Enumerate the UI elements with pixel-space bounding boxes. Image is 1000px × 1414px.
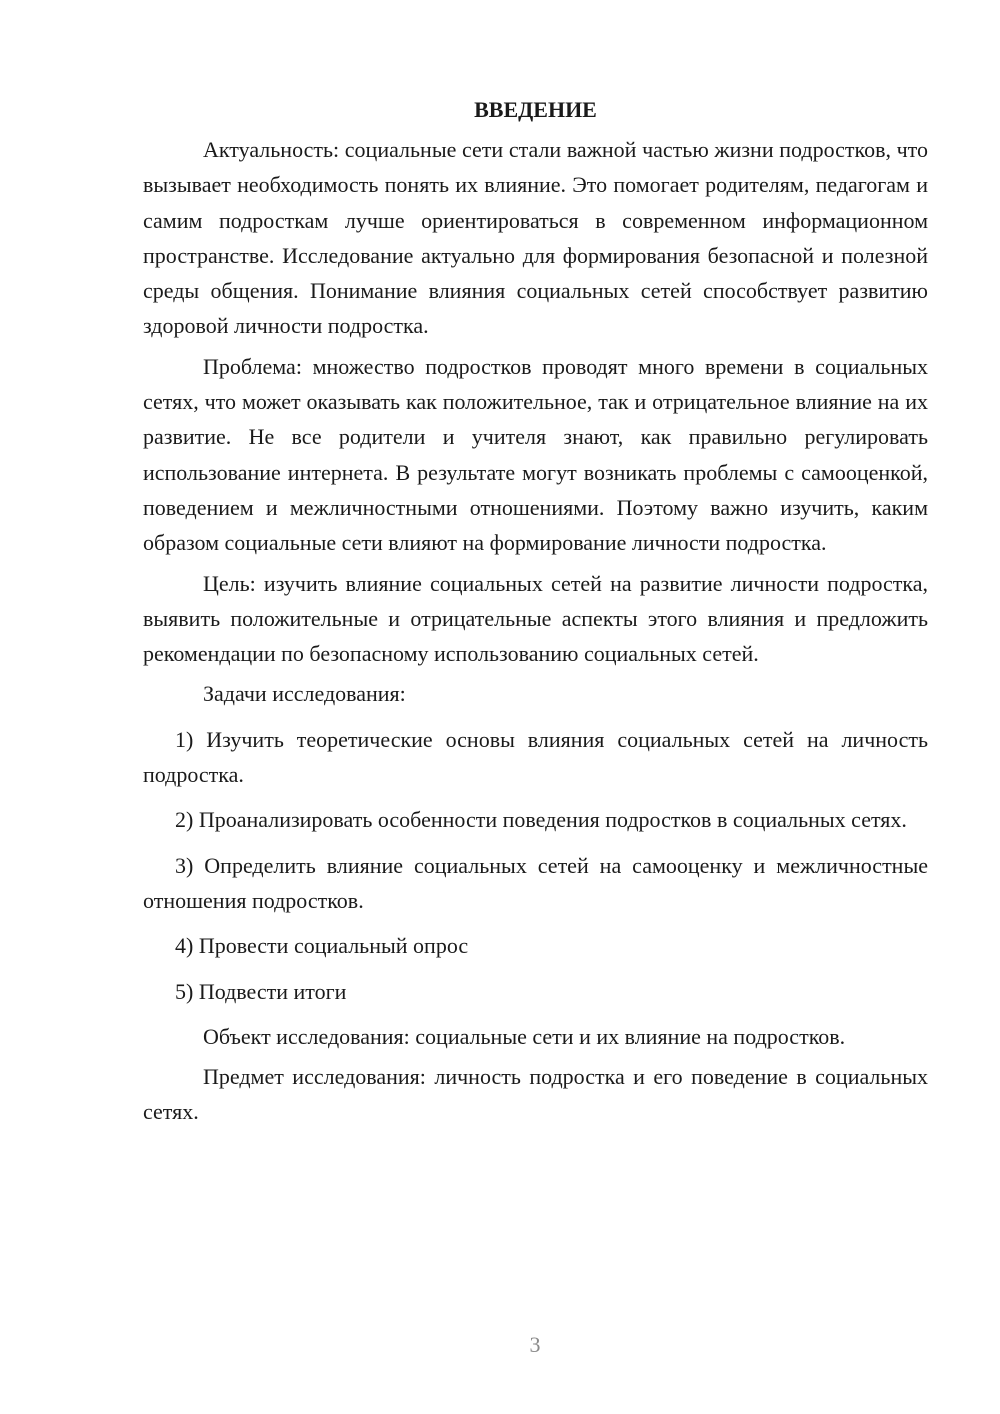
problem-paragraph: Проблема: множество подростков проводят много времени в социальных сетях, что может оказывать как положительное, так и отрицательное влияние на их развитие. Не все родители и учителя знают, как правильно регулировать использование интернета. В результате могут возникать проблемы с самооценкой, поведением и межличностными отношениями. Поэтому важно изучить, каким образом социальные сети влияют на формирование личности подростка. bbox=[143, 353, 928, 556]
object-paragraph: Объект исследования: социальные сети и их влияние на подростков. bbox=[203, 1023, 846, 1049]
section-heading: ВВЕДЕНИЕ bbox=[474, 97, 597, 122]
subject-paragraph: Предмет исследования: личность подростка и его поведение в социальных сетях. bbox=[143, 1064, 928, 1125]
task-item: 5) Подвести итоги bbox=[175, 978, 347, 1004]
page-number: 3 bbox=[529, 1332, 541, 1357]
document-page bbox=[143, 92, 928, 1135]
task-item: 1) Изучить теоретические основы влияния социальных сетей на личность подростка. bbox=[143, 726, 928, 788]
task-item: 2) Проанализировать особенности поведения подростков в социальных сетях. bbox=[175, 807, 907, 833]
task-item: 3) Определить влияние социальных сетей на самооценку и межличностные отношения подростков. bbox=[143, 852, 928, 913]
task-item: 4) Провести социальный опрос bbox=[175, 933, 469, 959]
tasks-title: Задачи исследования: bbox=[203, 681, 406, 707]
goal-paragraph: Цель: изучить влияние социальных сетей на развитие личности подростка, выявить положительные и отрицательные аспекты этого влияния и предложить рекомендации по безопасному использованию социальных сетей. bbox=[143, 570, 928, 667]
relevance-paragraph: Актуальность: социальные сети стали важной частью жизни подростков, что вызывает необходимость понять их влияние. Это помогает родителям, педагогам и самим подросткам лучше ориентироваться в современном информационном пространстве. Исследование актуально для формирования безопасной и полезной среды общения. Понимание влияния социальных сетей способствует развитию здоровой личности подростка. bbox=[143, 137, 928, 339]
